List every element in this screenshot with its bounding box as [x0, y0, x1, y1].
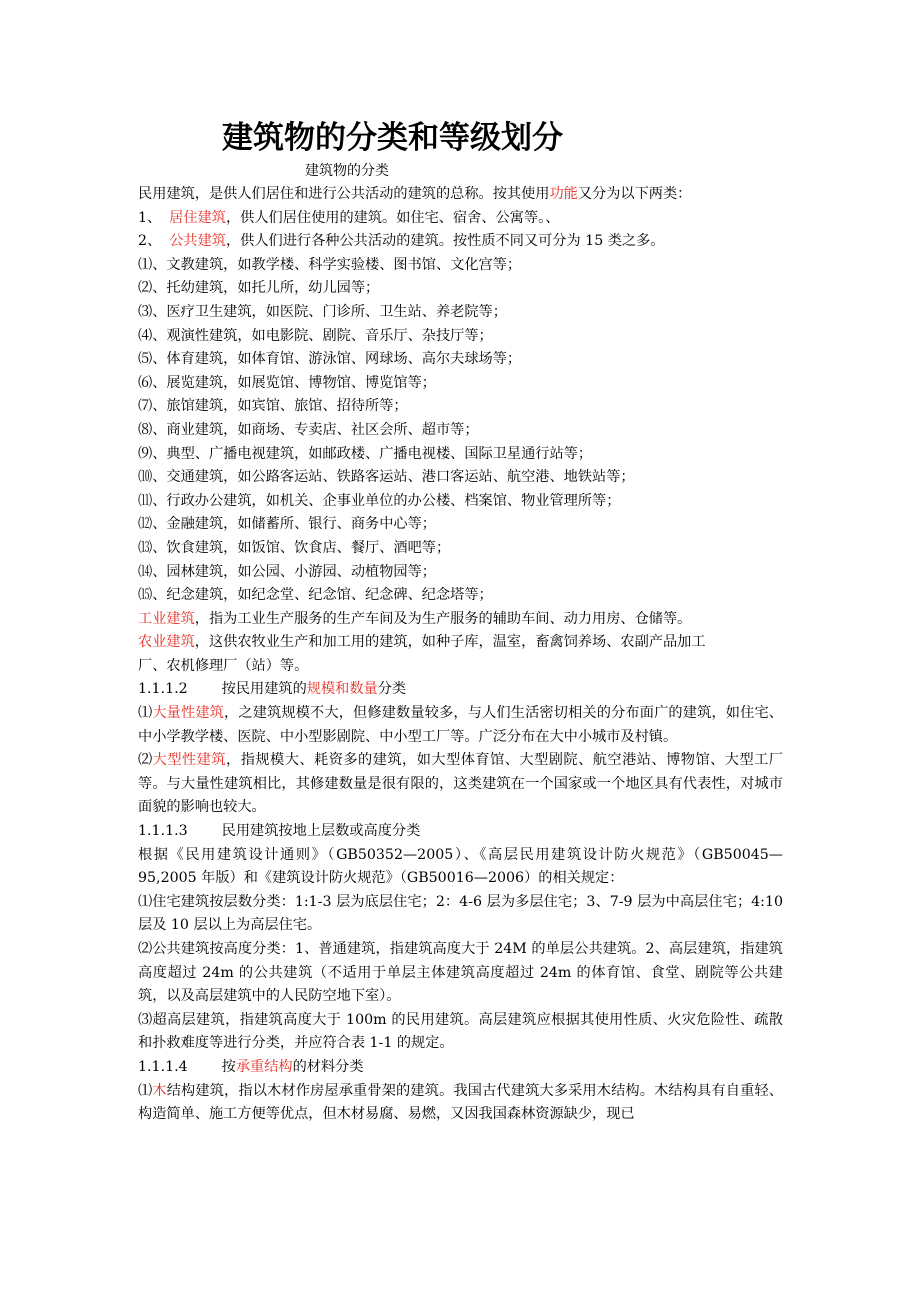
norms-paragraph: 根据《民用建筑设计通则》（GB50352—2005）、《高层民用建筑设计防火规范》（GB50045—95,2005 年版）和《建筑设计防火规范》（GB50016—2006）的相关规定：	[138, 846, 783, 887]
height-item: ⑴住宅建筑按层数分类：1:1-3 层为底层住宅；2：4-6 层为多层住宅；3、7-9 层为中高层住宅；4:10 层及 10 层以上为高层住宅。	[138, 893, 783, 934]
intro-text: 民用建筑，是供人们居住和进行公共活动的建筑的总称。按其使用	[138, 186, 550, 202]
item-text: ，供人们进行各种公共活动的建筑。按性质不同又可分为 15 类之多。	[225, 233, 665, 250]
list-item: ⑿、金融建筑，如储蓄所、银行、商务中心等；	[138, 516, 436, 533]
section-heading-1-1-1-3	[138, 820, 783, 844]
list-item: ⑻、商业建筑，如商场、专卖店、社区会所、超市等；	[138, 421, 479, 438]
section-number: 1.1.1.4	[138, 1058, 188, 1075]
list-item: ⑼、典型、广播电视建筑，如邮政楼、广播电视楼、国际卫星通行站等；	[138, 445, 593, 462]
intro-paragraph	[138, 183, 783, 207]
section-heading-1-1-1-2	[138, 678, 783, 702]
list-item: ⒂、纪念建筑，如纪念堂、纪念馆、纪念碑、纪念塔等；	[138, 587, 493, 604]
category-public	[138, 230, 783, 254]
list-item: ⑽、交通建筑，如公路客运站、铁路客运站、港口客运站、航空港、地铁站等；	[138, 469, 635, 486]
list-item: ⒁、园林建筑，如公园、小游园、动植物园等；	[138, 563, 436, 580]
large-building-paragraph	[138, 749, 783, 820]
list-item: ⑺、旅馆建筑，如宾馆、旅馆、招待所等；	[138, 398, 408, 415]
item-number: 1、	[138, 209, 162, 226]
section-number: 1.1.1.3	[138, 823, 188, 840]
list-item: ⒀、饮食建筑，如饭馆、饮食店、餐厅、酒吧等；	[138, 539, 451, 556]
category-residential	[138, 207, 783, 231]
height-item: ⑵公共建筑按高度分类：1、普通建筑，指建筑高度大于 24M 的单层公共建筑。2、高层建筑，指建筑高度超过 24m 的公共建筑（不适用于单层主体建筑高度超过 24m 的体育馆、食堂、剧院等公共建筑，以及高层建筑中的人民防空地下室）。	[138, 941, 783, 1005]
heading-text: 按民用建筑的	[221, 681, 307, 698]
paragraph-text: ，之建筑规模不大，但修建数量较多，与人们生活密切相关的分布面广的建筑，如住宅、中小学教学楼、医院、中小型影剧院、中小型工厂等。广泛分布在大中小城市及村镇。	[138, 705, 783, 745]
item-number: ⑴	[138, 1082, 153, 1099]
keyword-highlight: 大型性建筑	[152, 752, 227, 769]
wood-structure-paragraph	[138, 1080, 783, 1127]
keyword-highlight: 规模和数量	[306, 681, 378, 698]
paragraph-text: ，指为工业生产服务的生产车间及为生产服务的辅助车间、动力用房、仓储等。	[194, 610, 692, 627]
keyword-highlight: 工业建筑	[138, 610, 195, 627]
document-body	[138, 183, 783, 1127]
heading-text: 按	[221, 1058, 236, 1075]
page-title: 建筑物的分类和等级划分	[222, 120, 563, 156]
keyword-highlight: 农业建筑	[138, 634, 195, 651]
item-number: 2、	[138, 233, 162, 250]
keyword-highlight: 功能	[549, 186, 578, 202]
item-number: ⑴	[138, 705, 153, 722]
list-item: ⑶、医疗卫生建筑，如医院、门诊所、卫生站、养老院等；	[138, 303, 507, 320]
height-item: ⑶超高层建筑，指建筑高度大于 100m 的民用建筑。高层建筑应根据其使用性质、火灾危险性、疏散和扑救难度等进行分类，并应符合表 1-1 的规定。	[138, 1011, 783, 1052]
industrial-paragraph	[138, 608, 783, 632]
keyword-highlight: 居住建筑	[169, 209, 226, 226]
agricultural-paragraph	[138, 631, 783, 655]
agricultural-paragraph-cont: 厂、农机修理厂（站）等。	[138, 657, 309, 674]
mass-building-paragraph	[138, 702, 783, 749]
section-heading-1-1-1-4	[138, 1056, 783, 1080]
keyword-highlight: 承重结构	[235, 1058, 293, 1075]
intro-text-end: 又分为以下两类：	[577, 186, 692, 202]
keyword-highlight: 公共建筑	[169, 233, 226, 250]
list-item: ⑷、观演性建筑，如电影院、剧院、音乐厅、杂技厅等；	[138, 327, 493, 344]
list-item: ⑸、体育建筑，如体育馆、游泳馆、网球场、高尔夫球场等；	[138, 351, 522, 368]
paragraph-text: 结构建筑，指以木材作房屋承重骨架的建筑。我国古代建筑大多采用木结构。木结构具有自重轻、构造简单、施工方便等优点，但木材易腐、易燃，又因我国森林资源缺少，现已	[138, 1082, 783, 1123]
section-subtitle: 建筑物的分类	[305, 163, 389, 179]
list-item: ⑵、托幼建筑，如托儿所，幼儿园等；	[138, 280, 380, 297]
list-item: ⑾、行政办公建筑，如机关、企事业单位的办公楼、档案馆、物业管理所等；	[138, 492, 621, 509]
heading-text-end: 的材料分类	[292, 1058, 364, 1075]
item-number: ⑵	[138, 752, 153, 769]
paragraph-text: ，指规模大、耗资多的建筑，如大型体育馆、大型剧院、航空港站、博物馆、大型工厂等。与大量性建筑相比，其修建数量是很有限的，这类建筑在一个国家或一个地区具有代表性，对城市面貌的影响也较大。	[138, 752, 783, 816]
paragraph-text: ，这供农牧业生产和加工用的建筑，如种子库，温室，畜禽饲养场、农副产品加工	[194, 634, 706, 651]
list-item: ⑹、展览建筑，如展览馆、博物馆、博览馆等；	[138, 374, 436, 391]
keyword-highlight: 大量性建筑	[152, 705, 225, 722]
keyword-highlight: 木	[152, 1082, 167, 1099]
list-item: ⑴、文教建筑，如教学楼、科学实验楼、图书馆、文化宫等；	[138, 256, 522, 273]
heading-text: 民用建筑按地上层数或高度分类	[221, 823, 421, 840]
section-number: 1.1.1.2	[138, 681, 188, 698]
item-text: ，供人们居住使用的建筑。如住宅、宿舍、公寓等。、	[225, 209, 560, 226]
heading-text-end: 分类	[377, 681, 407, 698]
